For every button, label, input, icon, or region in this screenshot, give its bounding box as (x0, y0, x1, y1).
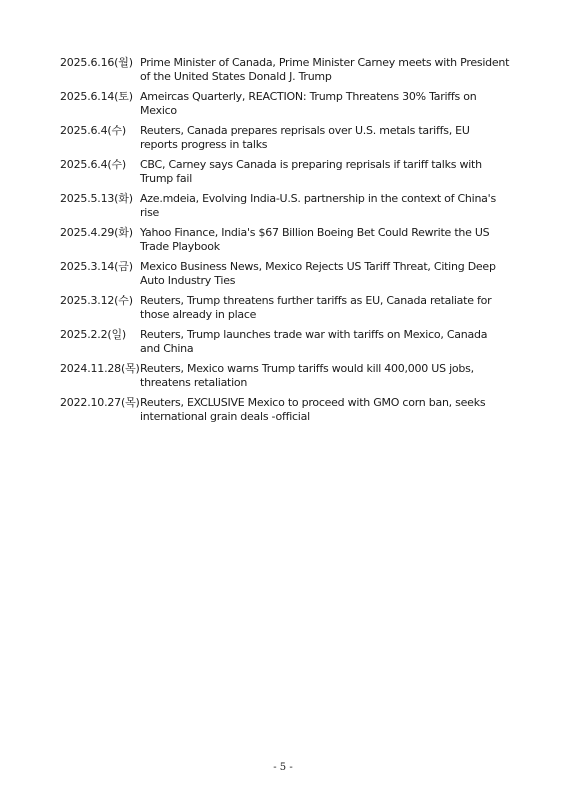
reference-date: 2025.4.29(화) (60, 226, 133, 239)
reference-date: 2025.5.13(화) (60, 192, 133, 205)
reference-text: Reuters, Trump threatens further tariffs as EU, Canada retaliate for those already in place (140, 294, 492, 321)
reference-item (60, 226, 510, 254)
reference-text: Reuters, Trump launches trade war with tariffs on Mexico, Canada and China (140, 328, 488, 355)
reference-date: 2025.2.2(일) (60, 328, 126, 341)
reference-text: Yahoo Finance, India's $67 Billion Boeing Bet Could Rewrite the US Trade Playbook (140, 226, 490, 253)
reference-list (60, 56, 510, 430)
reference-date: 2025.6.4(수) (60, 158, 126, 171)
reference-item (60, 396, 510, 424)
reference-item (60, 124, 510, 152)
reference-date: 2025.3.12(수) (60, 294, 133, 307)
reference-date: 2022.10.27(목) (60, 396, 140, 409)
reference-item (60, 90, 510, 118)
reference-item (60, 362, 510, 390)
reference-date: 2025.6.4(수) (60, 124, 126, 137)
reference-date: 2025.6.16(월) (60, 56, 133, 69)
reference-text: Reuters, Canada prepares reprisals over U.S. metals tariffs, EU reports progress in talks (140, 124, 470, 151)
reference-text: Reuters, EXCLUSIVE Mexico to proceed with GMO corn ban, seeks international grain deals -official (140, 396, 486, 423)
reference-item (60, 56, 510, 84)
reference-date: 2025.6.14(토) (60, 90, 133, 103)
reference-text: Reuters, Mexico warns Trump tariffs would kill 400,000 US jobs, threatens retaliation (140, 362, 474, 389)
reference-item (60, 260, 510, 288)
reference-item (60, 158, 510, 186)
reference-text: Ameircas Quarterly, REACTION: Trump Threatens 30% Tariffs on Mexico (140, 90, 477, 117)
reference-item (60, 328, 510, 356)
reference-text: Mexico Business News, Mexico Rejects US Tariff Threat, Citing Deep Auto Industry Ties (140, 260, 496, 287)
page-number: - 5 - (273, 762, 293, 773)
reference-text: Prime Minister of Canada, Prime Minister Carney meets with President of the United States Donald J. Trump (140, 56, 510, 83)
reference-text: CBC, Carney says Canada is preparing reprisals if tariff talks with Trump fail (140, 158, 482, 185)
reference-item (60, 192, 510, 220)
reference-text: Aze.mdeia, Evolving India-U.S. partnership in the context of China's rise (140, 192, 496, 219)
reference-date: 2025.3.14(금) (60, 260, 133, 273)
reference-item (60, 294, 510, 322)
reference-date: 2024.11.28(목) (60, 362, 140, 375)
